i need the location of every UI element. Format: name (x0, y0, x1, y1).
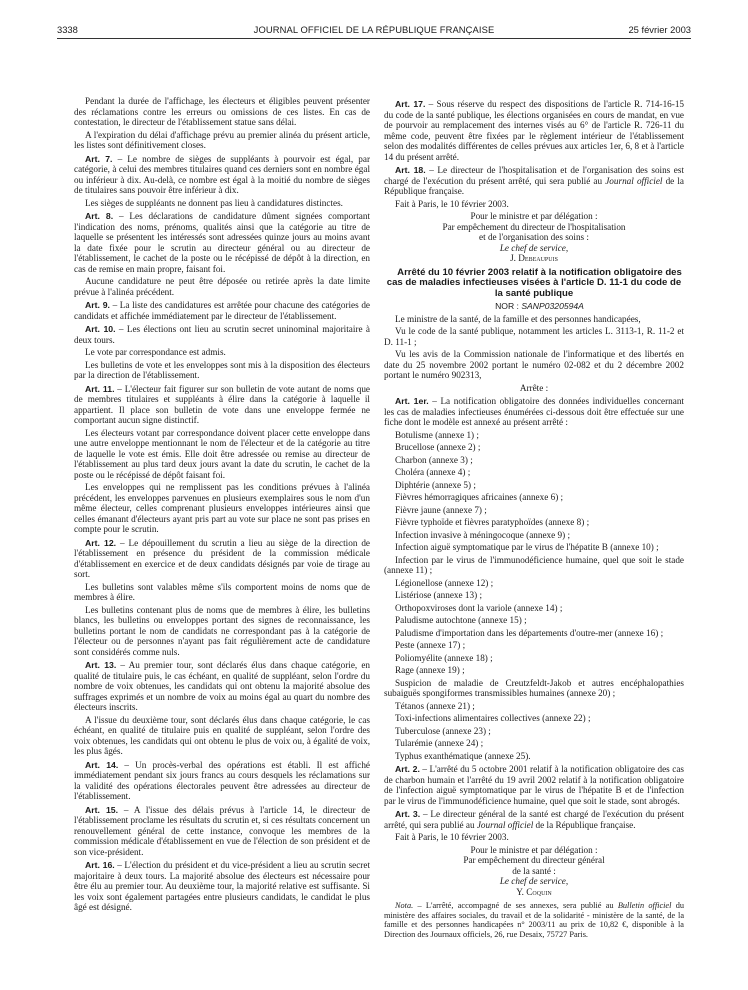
journal-officiel-ref: Journal officiel (605, 175, 663, 186)
article-text: – L'élection du président et du vice-président a lieu au scrutin secret majoritaire à deux tours. La majorité absolue des électeurs est nécessaire pour être élu au premier tour. Au deuxième tour, la majorité relative est suffisante. Si les voix sont également partagées entre plusieurs candidats, le candidat le plus âgé est désigné. (74, 860, 370, 912)
article-17 (384, 99, 684, 162)
article-label: Art. 1er. (395, 396, 429, 407)
nor-prefix: NOR : (495, 301, 522, 312)
signatory-name: J. Debeaupuis (510, 253, 558, 263)
article-text: de la République française. (384, 175, 685, 196)
decree-title: Arrêté du 10 février 2003 relatif à la notification obligatoire des cas de maladies infectieuses visées à l'article D. 11-1 du code de la santé publique (386, 266, 682, 299)
left-column (74, 96, 370, 915)
list-item: Suspicion de maladie de Creutzfeldt-Jakob et autres encéphalopathies subaiguës spongiformes transmissibles humaines (annexe 20) ; (384, 677, 684, 699)
article-10 (74, 324, 370, 345)
signature-line: Par empêchement du directeur de l'hospitalisation (442, 221, 626, 232)
article-11 (74, 384, 370, 426)
done-at-line: Fait à Paris, le 10 février 2003. (395, 198, 509, 209)
paragraph: Vu les avis de la Commission nationale de l'informatique et des libertés en date du 25 novembre 2002 portant le numéro 02-082 et du 2 décembre 2002 portant le numéro 902313, (384, 349, 684, 381)
article-label: Art. 15. (85, 804, 119, 815)
list-item: Tétanos (annexe 21) ; (395, 700, 475, 711)
article-text: – L'électeur fait figurer sur son bulletin de vote autant de noms que de membres titulaires et suppléants à élire dans la catégorie à laquelle il appartient. Il place son bulletin de vote dans une enveloppe fermée ne comportant aucun signe distinctif. (74, 383, 370, 425)
signature-block (384, 845, 684, 898)
list-item: Poliomyélite (annexe 18) ; (395, 652, 493, 663)
nor-reference (384, 301, 684, 312)
decree-heading: Arrête : (519, 382, 549, 393)
article-text: – Le directeur de l'hospitalisation et de l'organisation des soins est chargé de l'exécution du présent arrêté, qui sera publié au (384, 165, 684, 186)
footnote-text: du ministère des affaires sociales, du travail et de la solidarité - ministère de la santé, de la famille et des personnes handicapées n° 2003/11 au prix de 10,82 €, disponible à la Direction des Journaux officiels, 26, rue Desaix, 75727 Paris. (384, 901, 684, 939)
article-text: – L'arrêté du 5 octobre 2001 relatif à la notification obligatoire des cas de charbon humain et l'arrêté du 19 avril 2002 relatif à la notification obligatoire de l'infection aiguë symptomatique par le virus de l'hépatite B et de l'infection par le virus de l'immunodéficience humaine, quel que soit le stade, sont abrogés. (384, 764, 684, 806)
signatory-title: Le chef de service, (499, 242, 569, 253)
article-text: – Les élections ont lieu au scrutin secret uninominal majoritaire à deux tours. (74, 324, 370, 345)
list-item: Infection invasive à méningocoque (annexe 9) ; (395, 529, 571, 540)
paragraph: A l'expiration du délai d'affichage prévu au premier alinéa du présent article, les listes sont définitivement closes. (74, 129, 370, 150)
paragraph: Aucune candidature ne peut être déposée ou retirée après la date limite prévue à l'alinéa précédent. (74, 276, 370, 297)
paragraph: Le vote par correspondance est admis. (85, 347, 226, 357)
paragraph: Les bulletins de vote et les enveloppes sont mis à la disposition des électeurs par la direction de l'établissement. (74, 359, 370, 380)
right-column (384, 99, 684, 941)
list-item: Fièvres hémorragiques africaines (annexe 6) ; (395, 492, 564, 503)
article-15 (74, 805, 370, 858)
list-item: Peste (annexe 17) ; (395, 640, 466, 651)
signature-line: Pour le ministre et par délégation : (470, 211, 598, 221)
journal-title: JOURNAL OFFICIEL DE LA RÉPUBLIQUE FRANÇAISE (253, 24, 495, 35)
signature-block (384, 211, 684, 264)
paragraph: Les sièges de suppléants ne donnent pas lieu à candidatures distinctes. (85, 197, 343, 208)
article-text: – La liste des candidatures est arrêtée pour chacune des catégories de candidats et affichée immédiatement par le directeur de l'établissement. (74, 300, 370, 321)
list-item: Infection aiguë symptomatique par le virus de l'hépatite B (annexe 10) ; (395, 542, 659, 553)
page-header (57, 22, 691, 39)
article-label: Art. 9. (85, 300, 110, 310)
article-13 (74, 660, 370, 713)
list-item: Fièvre typhoïde et fièvres paratyphoïdes (annexe 8) ; (395, 517, 590, 528)
paragraph: Les électeurs votant par correspondance doivent placer cette enveloppe dans une autre enveloppe mentionnant le nom de l'électeur et de la catégorie au titre de laquelle le vote est émis. Elle doit être adressée ou remise au directeur de l'établissement au plus tard deux jours avant la date du scrutin, le cachet de la poste ou le récépissé de dépôt faisant foi. (74, 427, 370, 480)
list-item: Tularémie (annexe 24) ; (395, 738, 484, 749)
list-item: Brucellose (annexe 2) ; (395, 442, 481, 453)
nor-code: SANP0320594A (521, 301, 584, 312)
signature-line: Par empêchement du directeur général (463, 855, 605, 866)
list-item: Typhus exanthématique (annexe 25). (395, 750, 531, 761)
article-2 (384, 764, 684, 806)
list-item: Tuberculose (annexe 23) ; (395, 725, 491, 736)
list-item: Listériose (annexe 13) ; (395, 590, 482, 601)
article-label: Art. 12. (85, 537, 117, 548)
article-12 (74, 538, 370, 580)
list-item: Choléra (annexe 4) ; (395, 467, 471, 478)
article-label: Art. 14. (85, 759, 119, 770)
article-label: Art. 11. (85, 383, 115, 394)
article-8 (74, 211, 370, 274)
footnote (384, 901, 684, 939)
article-9 (74, 300, 370, 321)
paragraph: Les bulletins sont valables même s'ils comportent moins de noms que de membres à élire. (74, 581, 370, 602)
article-label: Art. 7. (85, 153, 113, 164)
disease-list (384, 430, 684, 762)
article-text: – Un procès-verbal des opérations est établi. Il est affiché immédiatement pendant six jours francs au cours desquels les réclamations sur la validité des opérations électorales peuvent être adressées au directeur de l'établissement. (74, 759, 370, 801)
list-item: Infection par le virus de l'immunodéficience humaine, quel que soit le stade (annexe 11) ; (384, 554, 684, 576)
list-item: Rage (annexe 19) ; (395, 665, 465, 676)
article-label: Art. 3. (395, 809, 421, 820)
article-7 (74, 154, 370, 196)
list-item: Charbon (annexe 3) ; (395, 454, 473, 465)
article-text: – Les déclarations de candidature dûment signées comportant l'indication des noms, prénoms, qualités ainsi que la catégorie au titre de laquelle se présentent les intéressés sont adressées quinze jours au moins avant la date fixée pour le scrutin au directeur général ou au directeur de l'établissement, le cachet de la poste ou le récépissé de dépôt à la direction, en cas de remise en main propre, faisant foi. (74, 211, 370, 274)
article-text: – La notification obligatoire des données individuelles concernant les cas de maladies infectieuses énumérées ci-dessous doit être effectuée sur une fiche dont le modèle est annexé au présent arrêté : (384, 396, 684, 428)
signature-line: de la santé : (512, 865, 556, 876)
article-label: Art. 8. (85, 211, 114, 221)
journal-officiel-ref: Journal officiel (476, 819, 534, 830)
paragraph: Les enveloppes qui ne remplissent pas les conditions prévues à l'alinéa précédent, les enveloppes parvenues en plusieurs exemplaires sous le nom d'un même électeur, celles comprenant plusieurs enveloppes intérieures ainsi que celles émanant d'électeurs ayant pris part au vote sur place ne sont pas prises en compte pour le scrutin. (74, 482, 370, 534)
footnote-text: – L'arrêté, accompagné de ses annexes, sera publié au (413, 901, 618, 911)
article-text: – Le directeur général de la santé est chargé de l'exécution du présent arrêté, qui sera publié au (384, 809, 684, 830)
list-item: Toxi-infections alimentaires collectives (annexe 22) ; (395, 713, 591, 724)
list-item: Paludisme d'importation dans les départements d'outre-mer (annexe 16) ; (395, 627, 664, 638)
issue-date: 25 février 2003 (628, 24, 691, 35)
done-at-line: Fait à Paris, le 10 février 2003. (395, 832, 509, 843)
signature-line: Pour le ministre et par délégation : (470, 844, 598, 855)
bulletin-ref: Bulletin officiel (617, 901, 672, 911)
page-number: 3338 (57, 24, 78, 35)
list-item: Diphtérie (annexe 5) ; (395, 479, 476, 490)
signatory-name: Y. Coquin (516, 886, 552, 897)
list-item: Botulisme (annexe 1) ; (395, 429, 479, 440)
footnote-label: Nota. (395, 901, 414, 911)
list-item: Orthopoxviroses dont la variole (annexe 14) ; (395, 602, 563, 613)
signature-line: et de l'organisation des soins : (479, 232, 589, 242)
article-text: – A l'issue des délais prévus à l'article 14, le directeur de l'établissement proclame les résultats du scrutin et, si ces résultats concernent un renouvellement général de cette instance, convoque les membres de la commission médicale d'établissement en vue de l'élection de son président et de son vice-président. (74, 804, 371, 857)
article-text: – Au premier tour, sont déclarés élus dans chaque catégorie, en qualité de titulaire puis, le cas échéant, en qualité de suppléant, selon l'ordre du nombre de voix obtenues, les candidats qui ont obtenu la majorité absolue des suffrages exprimés et un nombre de voix au moins égal au quart du nombre des électeurs inscrits. (74, 660, 371, 712)
article-label: Art. 17. (395, 99, 426, 109)
article-16 (74, 860, 370, 913)
article-label: Art. 10. (85, 324, 116, 334)
article-1 (384, 396, 684, 428)
article-text: – Le dépouillement du scrutin a lieu au siège de la direction de l'établissement en présence du président de la commission médicale d'établissement en exercice et de deux candidats désignés par voie de tirage au sort. (74, 537, 370, 579)
paragraph: Vu le code de la santé publique, notamment les articles L. 3113-1, R. 11-2 et D. 11-1 ; (384, 326, 684, 347)
article-label: Art. 18. (395, 165, 426, 175)
paragraph: Pendant la durée de l'affichage, les électeurs et éligibles peuvent présenter des réclamations contre les erreurs ou omissions de ces listes. En cas de contestation, le directeur de l'établissement statue sans délai. (74, 96, 370, 127)
article-label: Art. 2. (395, 764, 420, 775)
article-3 (384, 809, 684, 830)
list-item: Légionellose (annexe 12) ; (395, 577, 494, 588)
list-item: Fièvre jaune (annexe 7) ; (395, 504, 487, 515)
paragraph: Les bulletins contenant plus de noms que de membres à élire, les bulletins blancs, les bulletins ou enveloppes portant des signes de reconnaissance, les bulletins portant le nom de candidats ne correspondant pas à la catégorie de l'électeur ou de personnes n'ayant pas fait régulièrement acte de candidature sont considérés comme nuls. (74, 604, 370, 657)
article-text: de la République française. (533, 819, 636, 830)
list-item: Paludisme autochtone (annexe 15) ; (395, 615, 527, 626)
signatory-title: Le chef de service, (499, 876, 569, 887)
article-text: – Sous réserve du respect des dispositions de l'article R. 714-16-15 du code de la santé publique, les élections organisées en cours de mandat, en vue de pourvoir au remplacement des internes visés au 6° de l'article R. 726-11 du même code, peuvent être fixées par le règlement intérieur de l'établissement selon des modalités différentes de celles prévues aux articles 1er, 6, 8 et à l'article 14 du présent arrêté. (384, 99, 685, 162)
article-14 (74, 760, 370, 802)
article-label: Art. 16. (85, 860, 115, 870)
article-18 (384, 165, 684, 197)
paragraph: Le ministre de la santé, de la famille et des personnes handicapées, (395, 313, 641, 324)
article-label: Art. 13. (85, 660, 117, 670)
article-text: – Le nombre de sièges de suppléants à pourvoir est égal, par catégorie, à celui des membres titulaires quand ces derniers sont en nombre égal ou inférieur à dix. Au-delà, ce nombre est égal à la moitié du nombre de sièges de titulaires sans pouvoir être inférieur à dix. (74, 153, 371, 195)
paragraph: A l'issue du deuxième tour, sont déclarés élus dans chaque catégorie, le cas échéant, en qualité de titulaire puis en qualité de suppléant, selon l'ordre des voix obtenues, les candidats qui ont obtenu le plus de voix ou, à égalité de voix, les plus âgés. (74, 714, 370, 756)
